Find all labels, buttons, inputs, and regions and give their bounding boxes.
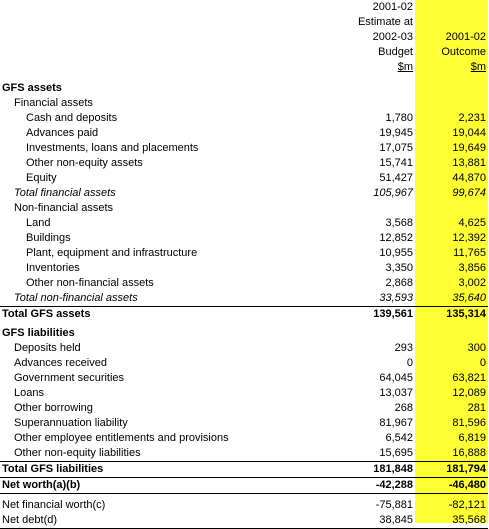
row-label: Net debt(d): [0, 513, 338, 529]
estimate-value: 15,741: [379, 157, 413, 169]
header-row: [0, 45, 488, 60]
table-row: [0, 356, 488, 371]
outcome-value: 35,568: [415, 513, 488, 529]
table-row: [0, 291, 488, 307]
outcome-value: 16,888: [452, 447, 486, 459]
outcome-value: 35,640: [452, 292, 486, 304]
estimate-header-line: 2001-02: [372, 1, 413, 13]
outcome-value: 300: [467, 342, 486, 354]
row-label: Advances paid: [26, 127, 99, 139]
table-row: [0, 246, 488, 261]
row-label: Other borrowing: [14, 402, 93, 414]
row-label: Equity: [26, 172, 57, 184]
row-label: Other non-equity liabilities: [14, 447, 141, 459]
header-row: [0, 0, 488, 15]
estimate-value: 105,967: [373, 187, 413, 199]
outcome-value: 281: [467, 402, 486, 414]
outcome-value: 0: [479, 357, 486, 369]
estimate-value: 0: [406, 357, 413, 369]
outcome-value: 81,596: [452, 417, 486, 429]
row-label: GFS liabilities: [2, 327, 75, 339]
row-label: Other non-equity assets: [26, 157, 143, 169]
table-row: [0, 431, 488, 446]
table-row: [0, 341, 488, 356]
row-label: Total GFS assets: [0, 307, 338, 323]
header-row: [0, 30, 488, 45]
table-row: [0, 231, 488, 246]
table-row: [0, 111, 488, 126]
header-row: [0, 60, 488, 75]
table-row: [0, 326, 488, 341]
row-label: Cash and deposits: [26, 112, 118, 124]
table-row: [0, 462, 488, 478]
estimate-value: [338, 96, 415, 111]
outcome-value: 135,314: [415, 307, 488, 323]
estimate-value: 13,037: [379, 387, 413, 399]
row-label: Plant, equipment and infrastructure: [26, 247, 198, 259]
outcome-value: 99,674: [452, 187, 486, 199]
row-label: Total financial assets: [14, 187, 116, 199]
row-label: GFS assets: [2, 82, 62, 94]
outcome-value: 19,044: [452, 127, 486, 139]
estimate-value: 3,568: [385, 217, 413, 229]
table-row: [0, 371, 488, 386]
outcome-value: 12,089: [452, 387, 486, 399]
estimate-value: -42,288: [338, 478, 415, 494]
outcome-value: -82,121: [448, 499, 486, 511]
estimate-value: 12,852: [379, 232, 413, 244]
estimate-value: 139,561: [338, 307, 415, 323]
table-row: [0, 416, 488, 431]
table-row: [0, 126, 488, 141]
row-label: Government securities: [14, 372, 125, 384]
outcome-header-line: 2001-02: [445, 31, 486, 43]
row-label: Land: [26, 217, 51, 229]
estimate-value: [338, 81, 415, 96]
estimate-value: [338, 201, 415, 216]
table-row: [0, 171, 488, 186]
estimate-header-line: 2002-03: [372, 31, 413, 43]
table-row: [0, 478, 488, 494]
row-label: Deposits held: [14, 342, 81, 354]
table-row: [0, 81, 488, 96]
row-label: Financial assets: [14, 97, 93, 109]
table-row: [0, 216, 488, 231]
estimate-unit-label: $m: [397, 61, 413, 73]
estimate-value: 64,045: [379, 372, 413, 384]
row-label: Total non-financial assets: [14, 292, 138, 304]
table-row: [0, 386, 488, 401]
row-label: Net worth(a)(b): [0, 478, 338, 494]
outcome-value: [415, 326, 488, 341]
outcome-value: 44,870: [452, 172, 486, 184]
outcome-value: 11,765: [453, 247, 486, 259]
table-row: [0, 307, 488, 323]
outcome-value: 2,231: [458, 112, 486, 124]
outcome-value: 13,881: [452, 157, 486, 169]
table-row: [0, 261, 488, 276]
row-label: Non-financial assets: [14, 202, 114, 214]
outcome-header-line: [415, 0, 488, 15]
estimate-value: 3,350: [385, 262, 413, 274]
estimate-value: 17,075: [379, 142, 413, 154]
outcome-value: 3,002: [458, 277, 486, 289]
row-label: Other employee entitlements and provisions: [14, 432, 229, 444]
estimate-value: -75,881: [375, 499, 413, 511]
row-label: Loans: [14, 387, 44, 399]
estimate-value: 268: [394, 402, 413, 414]
estimate-value: 181,848: [338, 462, 415, 478]
estimate-value: 19,945: [379, 127, 413, 139]
outcome-value: -46,480: [415, 478, 488, 494]
outcome-unit-label: $m: [470, 61, 486, 73]
estimate-value: 33,593: [379, 292, 413, 304]
outcome-value: 19,649: [452, 142, 486, 154]
table-row: [0, 156, 488, 171]
row-label: Investments, loans and placements: [26, 142, 199, 154]
table-row: [0, 96, 488, 111]
estimate-value: 10,955: [379, 247, 413, 259]
table-row: [0, 513, 488, 529]
outcome-header-line: [415, 15, 488, 30]
table-row: [0, 186, 488, 201]
row-label: Superannuation liability: [14, 417, 128, 429]
estimate-value: 1,780: [385, 112, 413, 124]
estimate-value: 2,868: [385, 277, 413, 289]
outcome-value: 12,392: [452, 232, 486, 244]
table-row: [0, 276, 488, 291]
outcome-value: 3,856: [458, 262, 486, 274]
estimate-value: 51,427: [379, 172, 413, 184]
estimate-value: 15,695: [379, 447, 413, 459]
row-label: Inventories: [26, 262, 80, 274]
row-label: Net financial worth(c): [2, 499, 106, 511]
row-label: Total GFS liabilities: [0, 462, 338, 478]
outcome-value: [415, 81, 488, 96]
outcome-value: [415, 96, 488, 111]
estimate-value: [338, 326, 415, 341]
table-row: [0, 498, 488, 513]
table-row: [0, 401, 488, 416]
table-row: [0, 446, 488, 462]
table-row: [0, 141, 488, 156]
outcome-value: 4,625: [458, 217, 486, 229]
outcome-header-line: Outcome: [441, 46, 486, 58]
outcome-value: [415, 201, 488, 216]
outcome-value: 63,821: [452, 372, 486, 384]
row-label: Advances received: [14, 357, 107, 369]
table-row: [0, 201, 488, 216]
row-label: Buildings: [26, 232, 71, 244]
header-row: [0, 15, 488, 30]
outcome-value: 181,794: [415, 462, 488, 478]
estimate-value: 6,542: [385, 432, 413, 444]
estimate-value: 293: [394, 342, 413, 354]
estimate-header-line: Estimate at: [357, 16, 413, 28]
row-label: Other non-financial assets: [26, 277, 154, 289]
estimate-value: 81,967: [379, 417, 413, 429]
estimate-header-line: Budget: [378, 46, 413, 58]
outcome-value: 6,819: [458, 432, 486, 444]
estimate-value: 38,845: [338, 513, 415, 529]
